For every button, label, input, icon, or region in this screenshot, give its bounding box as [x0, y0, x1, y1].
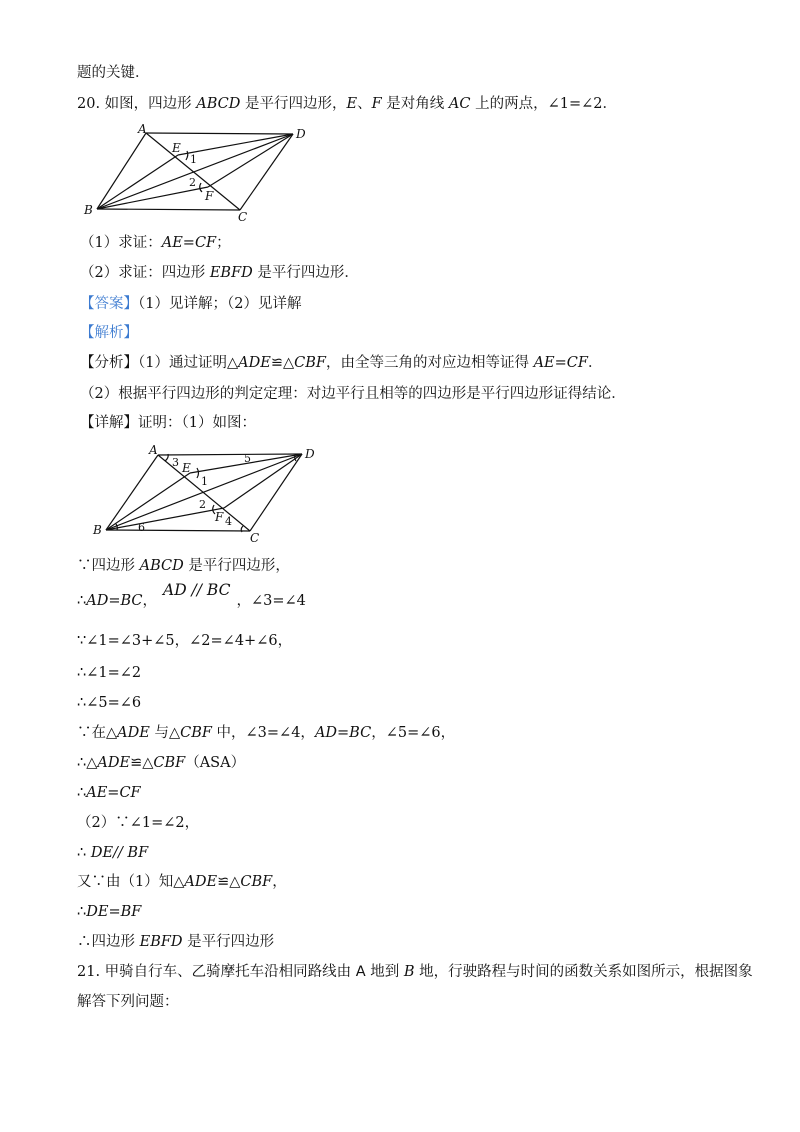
fig2-label-C: C — [250, 531, 260, 545]
q20-part2: （2）求证：四边形 EBFD 是平行四边形． — [80, 265, 359, 281]
top-line: 题的关键． — [77, 65, 150, 81]
fig2-angle-2: 2 — [199, 498, 206, 511]
fig1-label-D: D — [296, 127, 306, 141]
q20-stem: 20. 如图，四边形 ABCD 是平行四边形，E、F 是对角线 AC 上的两点，∠1=∠2． — [77, 96, 617, 112]
proof-line-8: ∴AE=CF — [77, 785, 141, 801]
fig2-label-D: D — [305, 447, 315, 461]
fig2-label-B: B — [93, 523, 102, 537]
proof-line-6: ∵在△ADE 与△CBF 中，∠3=∠4，AD=BC，∠5=∠6， — [77, 725, 456, 741]
proof-line-4: ∴∠1=∠2 — [77, 665, 142, 681]
answer-line: 【答案】（1）见详解；（2）见详解 — [80, 296, 302, 312]
fig1-label-C: C — [238, 210, 248, 224]
figure-1 — [80, 118, 320, 228]
proof-line-10: ∴ DE// BF — [77, 845, 149, 861]
fig1-angle-2: 2 — [189, 176, 196, 189]
detail-line: 【详解】证明：（1）如图： — [80, 415, 256, 431]
fig1-label-B: B — [84, 203, 93, 217]
fig2-angle-5: 5 — [244, 452, 251, 465]
fenxi-line1: 【分析】（1）通过证明△ADE≌△CBF，由全等三角的对应边相等证得 AE=CF． — [80, 355, 603, 371]
figure-2 — [88, 440, 328, 545]
fig2-label-A: A — [149, 443, 158, 457]
proof-line-2: ∴AD=BC，AD // BC，∠3=∠4 — [77, 581, 306, 609]
fig1-label-A: A — [138, 122, 147, 136]
fig2-angle-1: 1 — [201, 475, 208, 488]
fig2-angle-3: 3 — [172, 456, 179, 469]
answer-tag: 【答案】 — [80, 296, 138, 312]
proof-line-1: ∵四边形 ABCD 是平行四边形， — [77, 558, 290, 574]
fig1-label-E: E — [172, 141, 181, 155]
q20-part1: （1）求证：AE=CF； — [80, 235, 231, 251]
proof-line-12: ∴DE=BF — [77, 904, 142, 920]
fig1-label-F: F — [205, 189, 214, 203]
fig2-label-F: F — [215, 510, 224, 524]
proof-line-11: 又∵由（1）知△ADE≌△CBF， — [77, 874, 287, 890]
fig2-label-E: E — [182, 461, 191, 475]
fig2-angle-6: 6 — [138, 521, 145, 534]
q21-line-1: 21. 甲骑自行车、乙骑摩托车沿相同路线由 A 地到 B 地，行驶路程与时间的函数关系如图所示，根据图象 — [77, 964, 753, 980]
fig1-angle-1: 1 — [190, 153, 197, 166]
analysis-tag: 【解析】 — [80, 325, 138, 341]
fenxi-line2: （2）根据平行四边形的判定定理：对边平行且相等的四边形是平行四边形证得结论． — [80, 386, 626, 402]
q21-line-2: 解答下列问题： — [77, 994, 179, 1010]
proof-line-5: ∴∠5=∠6 — [77, 695, 142, 711]
proof-line-3: ∵∠1=∠3+∠5，∠2=∠4+∠6， — [77, 633, 293, 649]
proof-line-7: ∴△ADE≌△CBF（ASA） — [77, 755, 246, 771]
proof-line-9: （2）∵∠1=∠2， — [77, 815, 200, 831]
fig2-angle-4: 4 — [225, 515, 232, 528]
proof-line-13: ∴四边形 EBFD 是平行四边形 — [77, 934, 275, 950]
